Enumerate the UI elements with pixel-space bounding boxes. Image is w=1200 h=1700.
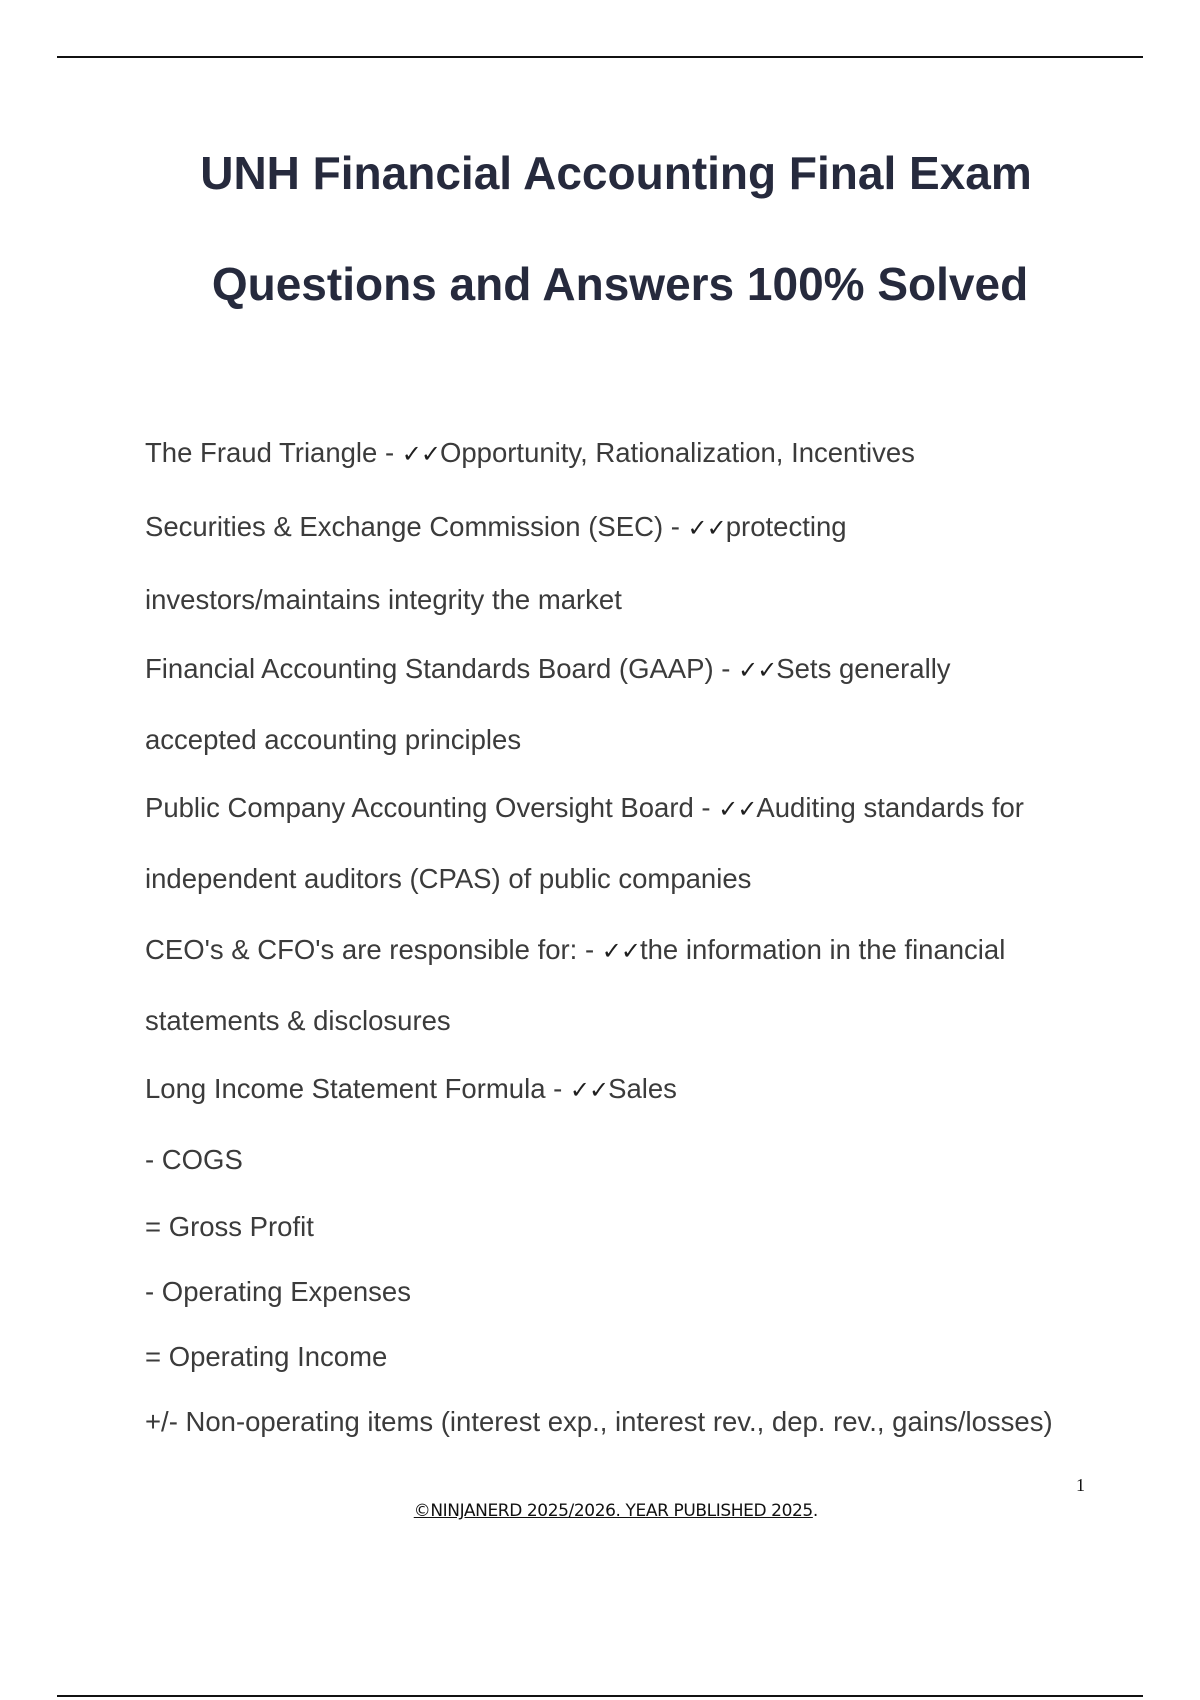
document-title-line-1: UNH Financial Accounting Final Exam — [200, 147, 1032, 199]
page-number: 1 — [1076, 1475, 1085, 1495]
entry-sec — [145, 511, 847, 543]
entry-ceo-cfo — [145, 934, 1005, 966]
formula-line-operating-income: = Operating Income — [145, 1341, 388, 1372]
entry-pcaob — [145, 792, 1024, 824]
double-check-icon: ✓✓ — [738, 656, 777, 684]
footer-copyright — [0, 1501, 1200, 1521]
entry-term: CEO's & CFO's are responsible for: - — [145, 934, 602, 965]
footer-period: . — [812, 1501, 819, 1521]
entry-answer: Sets generally — [776, 653, 951, 684]
formula-line-gross-profit: = Gross Profit — [145, 1211, 314, 1242]
bottom-rule — [57, 1695, 1143, 1697]
double-check-icon: ✓✓ — [718, 795, 757, 823]
entry-term: Public Company Accounting Oversight Board - — [145, 792, 719, 823]
entry-term: The Fraud Triangle - — [145, 437, 402, 468]
formula-line-cogs: - COGS — [145, 1144, 243, 1175]
entry-income-statement — [145, 1073, 677, 1105]
double-check-icon: ✓✓ — [401, 440, 440, 468]
entry-pcaob-continued: independent auditors (CPAS) of public companies — [145, 863, 752, 894]
entry-term: Securities & Exchange Commission (SEC) - — [145, 511, 688, 542]
entry-ceo-cfo-continued: statements & disclosures — [145, 1005, 451, 1036]
entry-answer: the information in the financial — [639, 934, 1006, 965]
double-check-icon: ✓✓ — [601, 937, 640, 965]
double-check-icon: ✓✓ — [569, 1076, 609, 1104]
entry-term: Financial Accounting Standards Board (GAAP) - — [145, 653, 739, 684]
double-check-icon: ✓✓ — [687, 514, 726, 542]
entry-answer: Opportunity, Rationalization, Incentives — [440, 437, 915, 468]
entry-fraud-triangle — [145, 437, 915, 469]
entry-fasb — [145, 653, 951, 685]
top-rule — [57, 56, 1143, 58]
entry-term: Long Income Statement Formula - — [145, 1073, 570, 1104]
entry-sec-continued: investors/maintains integrity the market — [145, 584, 622, 615]
footer-copyright-text: ©NINJANERD 2025/2026. YEAR PUBLISHED 2025 — [413, 1501, 813, 1521]
document-title-line-2: Questions and Answers 100% Solved — [211, 258, 1029, 310]
entry-answer: Auditing standards for — [756, 792, 1024, 823]
entry-answer: protecting — [725, 511, 847, 542]
formula-line-operating-expenses: - Operating Expenses — [145, 1276, 411, 1307]
entry-answer: Sales — [608, 1073, 677, 1104]
formula-line-non-operating: +/- Non-operating items (interest exp., interest rev., dep. rev., gains/losses) — [145, 1406, 1053, 1437]
entry-fasb-continued: accepted accounting principles — [145, 724, 522, 755]
